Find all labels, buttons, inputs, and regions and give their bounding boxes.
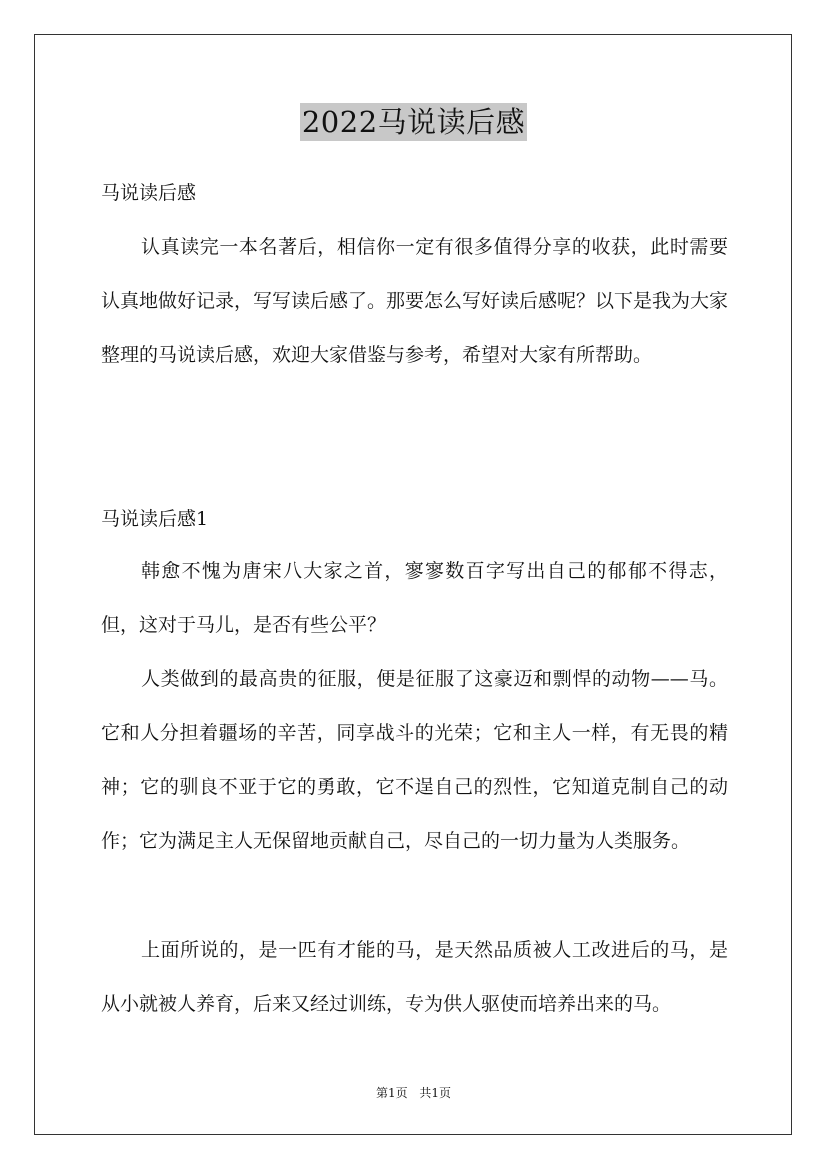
section-heading: 马说读后感	[101, 182, 197, 204]
title-container	[0, 103, 827, 141]
section-heading-1: 马说读后感1	[101, 508, 209, 530]
body-paragraph: 上面所说的，是一匹有才能的马，是天然品质被人工改进后的马，是从小就被人养育，后来又经过训练，专为供人驱使而培养出来的马。	[101, 939, 728, 1015]
body-paragraph: 韩愈不愧为唐宋八大家之首，寥寥数百字写出自己的郁郁不得志，但，这对于马儿，是否有些公平？	[101, 560, 728, 636]
intro-paragraph: 认真读完一本名著后，相信你一定有很多值得分享的收获，此时需要认真地做好记录，写写读后感了。那要怎么写好读后感呢？以下是我为大家整理的马说读后感，欢迎大家借鉴与参考，希望对大家有所帮助。	[101, 236, 729, 366]
page-footer	[0, 1084, 827, 1101]
document-title: 2022马说读后感	[301, 105, 526, 139]
page-number: 第1页	[375, 1086, 408, 1100]
page-total: 共1页	[419, 1086, 452, 1100]
body-paragraph: 人类做到的最高贵的征服，便是征服了这豪迈和剽悍的动物——马。它和人分担着疆场的辛苦，同享战斗的光荣；它和主人一样，有无畏的精神；它的驯良不亚于它的勇敢，它不逞自己的烈性，它知道克制自己的动作；它为满足主人无保留地贡献自己，尽自己的一切力量为人类服务。	[101, 668, 728, 852]
